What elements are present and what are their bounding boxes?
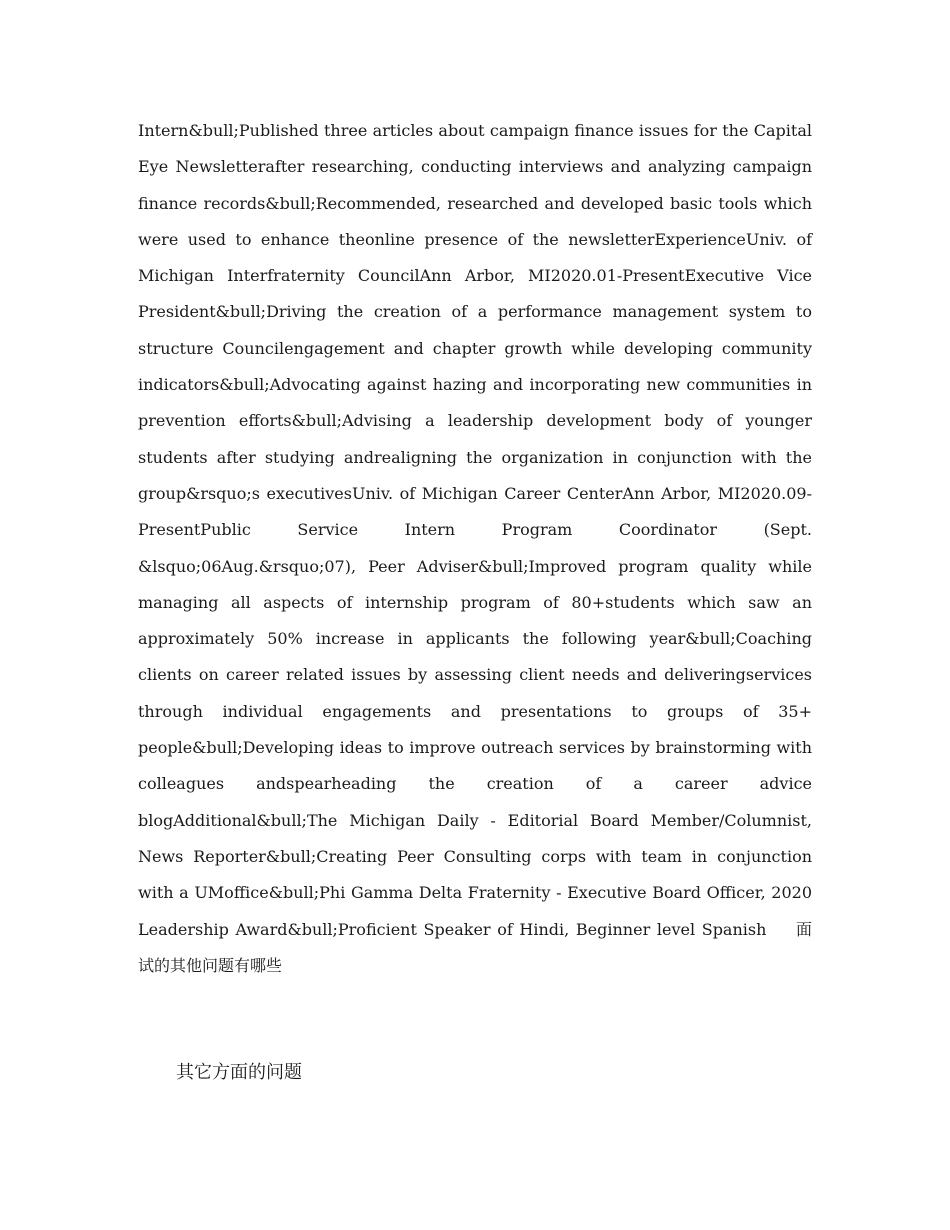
- resume-body-text: Intern&bull;Published three articles about campaign finance issues for the Capital Eye Newsletterafter researching, conducting interviews and analyzing campaign finance records&bull;Recommended, researched and developed basic tools which were used to enhance theonline presence of the newsletterExperienceUniv. of Michigan Interfraternity CouncilAnn Arbor, MI2020.01-PresentExecutive Vice President&bull;Driving the creation of a performance management system to structure Councilengagement and chapter growth while developing community indicators&bull;Advocating against hazing and incorporating new communities in prevention efforts&bull;Advising a leadership development body of younger students after studying andrealigning the organization in conjunction with the group&rsquo;s executivesUniv. of Michigan Career CenterAnn Arbor, MI2020.09-PresentPublic Service Intern Program Coordinator (Sept. &lsquo;06Aug.&rsquo;07), Peer Adviser&bull;Improved program quality while managing all aspects of internship program of 80+students which saw an approximately 50% increase in applicants the following year&bull;Coaching clients on career related issues by assessing client needs and deliveringservices through individual engagements and presentations to groups of 35+ people&bull;Developing ideas to improve outreach services by brainstorming with colleagues andspearheading the creation of a career advice blogAdditional&bull;The Michigan Daily - Editorial Board Member/Columnist, News Reporter&bull;Creating Peer Consulting corps with team in conjunction with a UMoffice&bull;Phi Gamma Delta Fraternity - Executive Board Officer, 2020 Leadership Award&bull;Proficient Speaker of Hindi, Beginner level Spanish: [138, 121, 812, 939]
- other-questions-text: 面试的其他问题有哪些: [138, 919, 812, 975]
- resume-paragraph: [138, 113, 812, 984]
- section-heading: 其它方面的问题: [176, 1062, 302, 1083]
